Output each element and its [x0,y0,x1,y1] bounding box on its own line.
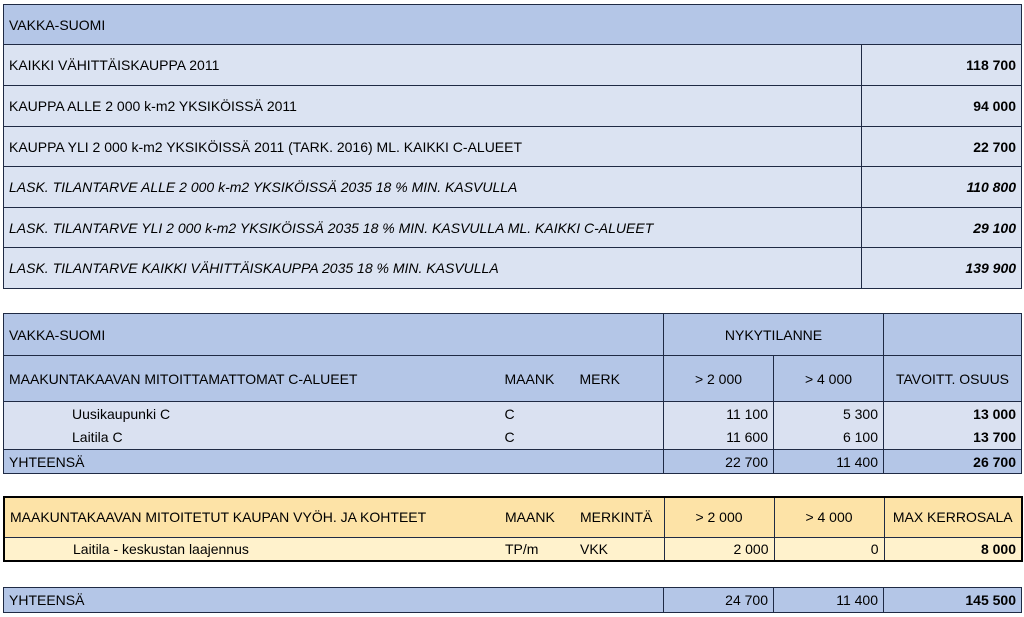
grand-total-label: YHTEENSÄ [4,588,664,613]
table-row [4,167,1022,208]
total-row [4,450,1022,474]
table-row [4,127,1022,167]
area-target: 13 700 [884,426,1022,450]
zone-maank: TP/m [500,537,575,561]
area-name: Laitila C [4,426,500,450]
col-gt2000: > 2 000 [664,356,774,402]
area-gt4000: 5 300 [774,402,884,426]
table-row [4,402,1022,426]
col-merkinta: MERKINTÄ [575,497,664,537]
row-label: LASK. TILANTARVE YLI 2 000 k-m2 YKSIKÖISSÄ 2035 18 % MIN. KASVULLA ML. KAIKKI C-ALUEET [4,208,862,248]
table-row [4,537,1022,561]
summary-header: VAKKA-SUOMI [4,5,1022,45]
grand-total-gt4000: 11 400 [774,588,884,613]
row-label: KAIKKI VÄHITTÄISKAUPPA 2011 [4,45,862,86]
total-target: 26 700 [884,450,1022,474]
col-gt4000: > 4 000 [774,497,884,537]
grand-total-max: 145 500 [884,588,1022,613]
total-gt4000: 11 400 [774,450,884,474]
zone-merk: VKK [575,537,664,561]
row-value: 29 100 [862,208,1022,248]
zones-table [3,496,1023,562]
row-label: LASK. TILANTARVE ALLE 2 000 k-m2 YKSIKÖISSÄ 2035 18 % MIN. KASVULLA [4,167,862,208]
zone-gt2000: 2 000 [664,537,774,561]
col-merk: MERK [575,356,664,402]
summary-table [3,4,1022,289]
c-areas-title: MAAKUNTAKAAVAN MITOITTAMATTOMAT C-ALUEET [4,356,500,402]
zones-title: MAAKUNTAKAAVAN MITOITETUT KAUPAN VYÖH. JA KOHTEET [4,497,500,537]
area-maank: C [500,426,575,450]
grand-total-gt2000: 24 700 [664,588,774,613]
row-value: 94 000 [862,86,1022,127]
area-gt2000: 11 600 [664,426,774,450]
area-name: Uusikaupunki C [4,402,500,426]
row-value: 118 700 [862,45,1022,86]
table-row [4,208,1022,248]
total-label: YHTEENSÄ [4,450,664,474]
zones-header-row [4,497,1022,537]
zone-gt4000: 0 [774,537,884,561]
row-value: 110 800 [862,167,1022,208]
area-gt4000: 6 100 [774,426,884,450]
row-value: 139 900 [862,248,1022,289]
table-row [4,86,1022,127]
row-label: KAUPPA ALLE 2 000 k-m2 YKSIKÖISSÄ 2011 [4,86,862,127]
zone-max: 8 000 [884,537,1022,561]
total-gt2000: 22 700 [664,450,774,474]
row-label: LASK. TILANTARVE KAIKKI VÄHITTÄISKAUPPA 2035 18 % MIN. KASVULLA [4,248,862,289]
c-areas-header-row [4,356,1022,402]
table-row [4,45,1022,86]
grand-total-row [4,588,1022,613]
c-areas-table [3,313,1022,474]
area-maank: C [500,402,575,426]
col-target: TAVOITT. OSUUS [884,356,1022,402]
region-label: VAKKA-SUOMI [4,314,664,356]
row-value: 22 700 [862,127,1022,167]
table-row [4,248,1022,289]
row-label: KAUPPA YLI 2 000 k-m2 YKSIKÖISSÄ 2011 (TARK. 2016) ML. KAIKKI C-ALUEET [4,127,862,167]
area-gt2000: 11 100 [664,402,774,426]
summary-header-row [4,5,1022,45]
col-max: MAX KERROSALA [884,497,1022,537]
empty-cell [884,314,1022,356]
col-maank: MAANK [500,356,575,402]
group-header: NYKYTILANNE [664,314,884,356]
col-maank: MAANK [500,497,575,537]
col-gt2000: > 2 000 [664,497,774,537]
area-merk [575,402,664,426]
area-target: 13 000 [884,402,1022,426]
col-gt4000: > 4 000 [774,356,884,402]
table-row [4,426,1022,450]
c-areas-group-row [4,314,1022,356]
zone-name: Laitila - keskustan laajennus [4,537,500,561]
grand-total-table [3,587,1022,613]
area-merk [575,426,664,450]
